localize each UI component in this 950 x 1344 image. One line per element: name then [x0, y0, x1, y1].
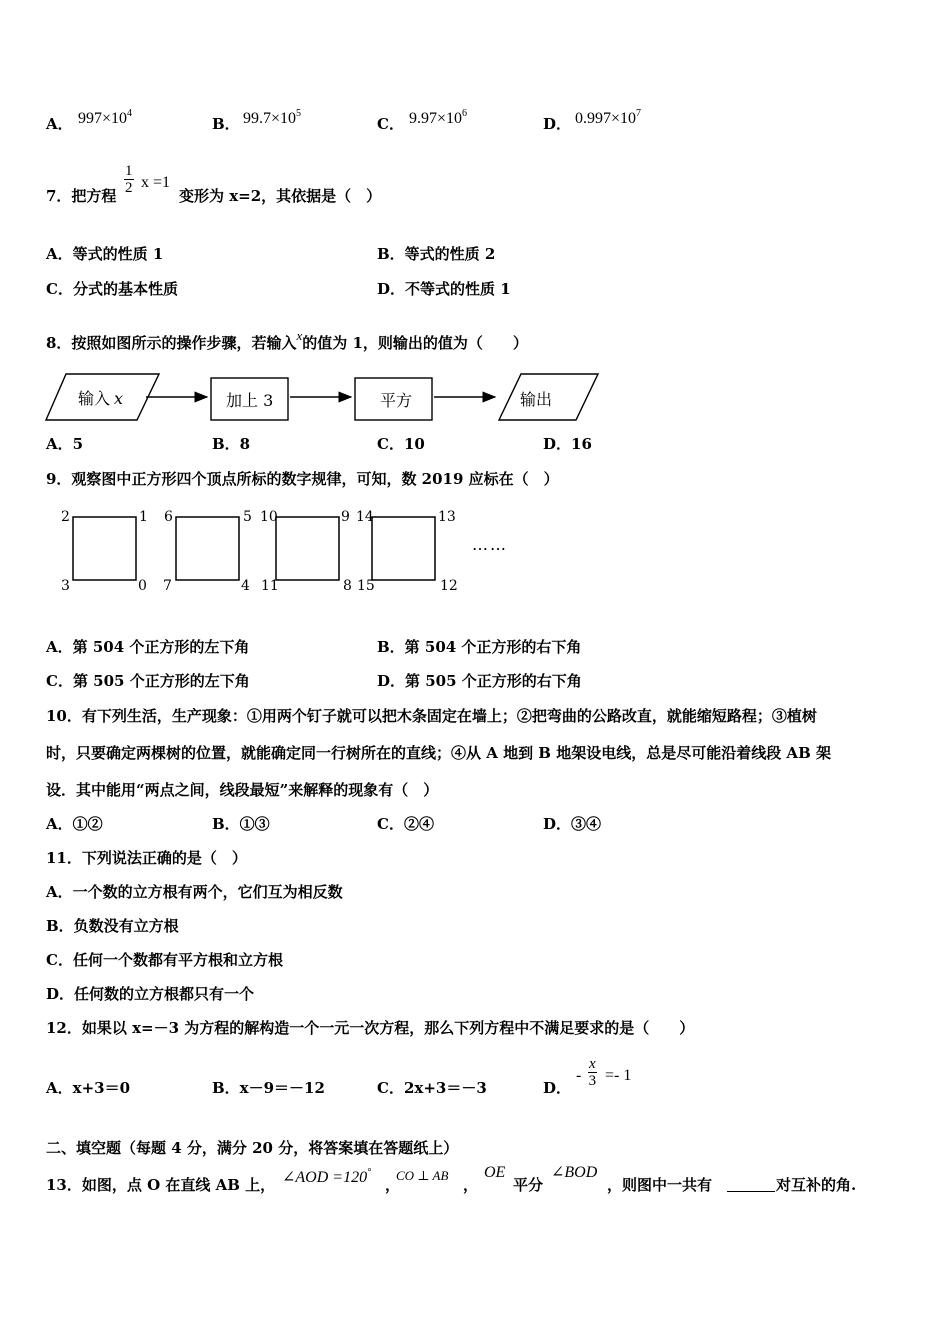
q12-option-a: A．x+3＝0 [46, 1079, 131, 1097]
q9-option-a: A．第 504 个正方形的左下角 [46, 638, 250, 656]
q12-option-d-minus: - [576, 1067, 582, 1084]
q12-option-c: C．2x+3＝－3 [377, 1079, 487, 1097]
square-1-bl: 3 [61, 578, 70, 594]
q6-option-d-value: $0.997\times 10^7$ [575, 108, 642, 127]
q8-option-d: D．16 [543, 435, 592, 453]
square-1-br: 0 [138, 578, 147, 594]
q8-flowchart [40, 368, 610, 426]
q13-comma-2: ， [463, 1176, 479, 1194]
square-3-bl: 11 [261, 578, 279, 594]
q13-comma-1: ， [385, 1176, 401, 1194]
square-2-tr: 5 [243, 509, 252, 525]
q7-stem-suffix: 变形为 x=2，其依据是（ ） [179, 187, 382, 205]
q6-option-c-label: C． [377, 115, 404, 133]
q13-text-3: ，则图中一共有 [607, 1176, 713, 1194]
q13-answer-blank [727, 1175, 775, 1195]
q11-option-b: B．负数没有立方根 [46, 917, 179, 935]
square-3-tl: 10 [260, 509, 278, 525]
q10-option-d: D．③④ [543, 815, 602, 833]
q13-math-oe: OE [484, 1164, 506, 1181]
square-4-br: 12 [440, 578, 458, 594]
q9-option-d: D．第 505 个正方形的右下角 [377, 672, 582, 690]
flow-input-label: 输入 [78, 389, 111, 408]
flow-step1-label: 加上 3 [226, 391, 274, 410]
q9-ellipsis: …… [472, 535, 508, 554]
square-1 [73, 517, 136, 580]
q6-option-b-value: $99.7\times 10^5$ [243, 108, 302, 127]
flow-input-var: x [114, 389, 124, 408]
q13-text-1: 13．如图，点 O 在直线 AB 上， [46, 1176, 276, 1194]
q10-option-c: C．②④ [377, 815, 434, 833]
q12-option-d-label: D． [543, 1079, 572, 1097]
q9-option-b: B．第 504 个正方形的右下角 [377, 638, 582, 656]
q9-squares-figure [55, 502, 545, 598]
q12-option-b: B．x－9＝－12 [212, 1079, 325, 1097]
q8-option-c: C．10 [377, 435, 425, 453]
svg-text:输入x [78, 389, 123, 408]
q10-line-2: 时，只要确定两棵树的位置，就能确定同一行树所在的直线；④从 A 地到 B 地架设电线，总是尽可能沿着线段 AB 架 [46, 744, 831, 762]
square-4 [372, 517, 435, 580]
q13-text-4: 对互补的角. [776, 1176, 857, 1194]
q11-option-d: D．任何数的立方根都只有一个 [46, 985, 255, 1003]
q10-option-a: A．①② [46, 815, 103, 833]
square-2-tl: 6 [164, 509, 173, 525]
q12-option-d-fraction: $\frac{x}{3}$ [588, 1056, 597, 1089]
q9-option-c: C．第 505 个正方形的左下角 [46, 672, 250, 690]
q6-option-c-value: $9.97\times 10^6$ [409, 108, 468, 127]
q7-equation-tail: x =1 [141, 174, 171, 191]
q6-option-a-label: A． [46, 115, 73, 133]
q6-option-b-label: B． [212, 115, 240, 133]
q13-math-co-perp-ab: CO ⊥ AB [396, 1168, 449, 1183]
q11-option-a: A．一个数的立方根有两个，它们互为相反数 [46, 883, 343, 901]
q13-text-2: 平分 [513, 1176, 544, 1194]
q7-option-d: D．不等式的性质 1 [377, 280, 511, 298]
q7-option-c: C．分式的基本性质 [46, 280, 178, 298]
square-3-tr: 9 [341, 509, 350, 525]
square-2-bl: 7 [163, 578, 172, 594]
square-4-tl: 14 [356, 509, 374, 525]
q7-stem-prefix: 7．把方程 [46, 187, 117, 205]
square-2 [176, 517, 239, 580]
q10-line-3: 设．其中能用“两点之间，线段最短”来解释的现象有（ ） [46, 781, 439, 799]
square-1-tr: 1 [139, 509, 148, 525]
q8-option-b: B．8 [212, 435, 251, 453]
q6-option-a-value: $997\times 10^4$ [78, 108, 133, 127]
q11-stem: 11．下列说法正确的是（ ） [46, 849, 247, 867]
square-3 [276, 517, 339, 580]
square-4-tr: 13 [438, 509, 456, 525]
q10-option-b: B．①③ [212, 815, 270, 833]
q13-math-angle-aod: ∠AOD =120° [282, 1167, 372, 1186]
q6-option-d-label: D． [543, 115, 572, 133]
q10-line-1: 10．有下列生活，生产现象：①用两个钉子就可以把木条固定在墙上；②把弯曲的公路改直，就能缩短路程；③植树 [46, 707, 817, 725]
flow-output-label: 输出 [520, 390, 553, 409]
q12-stem: 12．如果以 x=－3 为方程的解构造一个一元一次方程，那么下列方程中不满足要求的是（ ） [46, 1019, 695, 1037]
q7-option-b: B．等式的性质 2 [377, 245, 496, 263]
q7-fraction: $\frac{1}{2}$ [125, 163, 133, 196]
section-2-heading: 二、填空题（每题 4 分，满分 20 分，将答案填在答题纸上） [46, 1139, 459, 1157]
square-1-tl: 2 [61, 509, 70, 525]
q8-option-a: A．5 [46, 435, 84, 453]
q7-option-a: A．等式的性质 1 [46, 245, 164, 263]
square-3-br: 8 [343, 578, 352, 594]
q11-option-c: C．任何一个数都有平方根和立方根 [46, 951, 283, 969]
square-4-bl: 15 [357, 578, 375, 594]
q13-math-angle-bod: ∠BOD [551, 1164, 598, 1181]
q9-stem: 9．观察图中正方形四个顶点所标的数字规律，可知，数 2019 应标在（ ） [46, 470, 559, 488]
q8-stem: 8．按照如图所示的操作步骤，若输入x的值为 1，则输出的值为（ ） [46, 328, 528, 352]
q12-option-d-tail: =- 1 [605, 1067, 632, 1084]
square-2-br: 4 [241, 578, 250, 594]
flow-step2-label: 平方 [380, 391, 413, 410]
